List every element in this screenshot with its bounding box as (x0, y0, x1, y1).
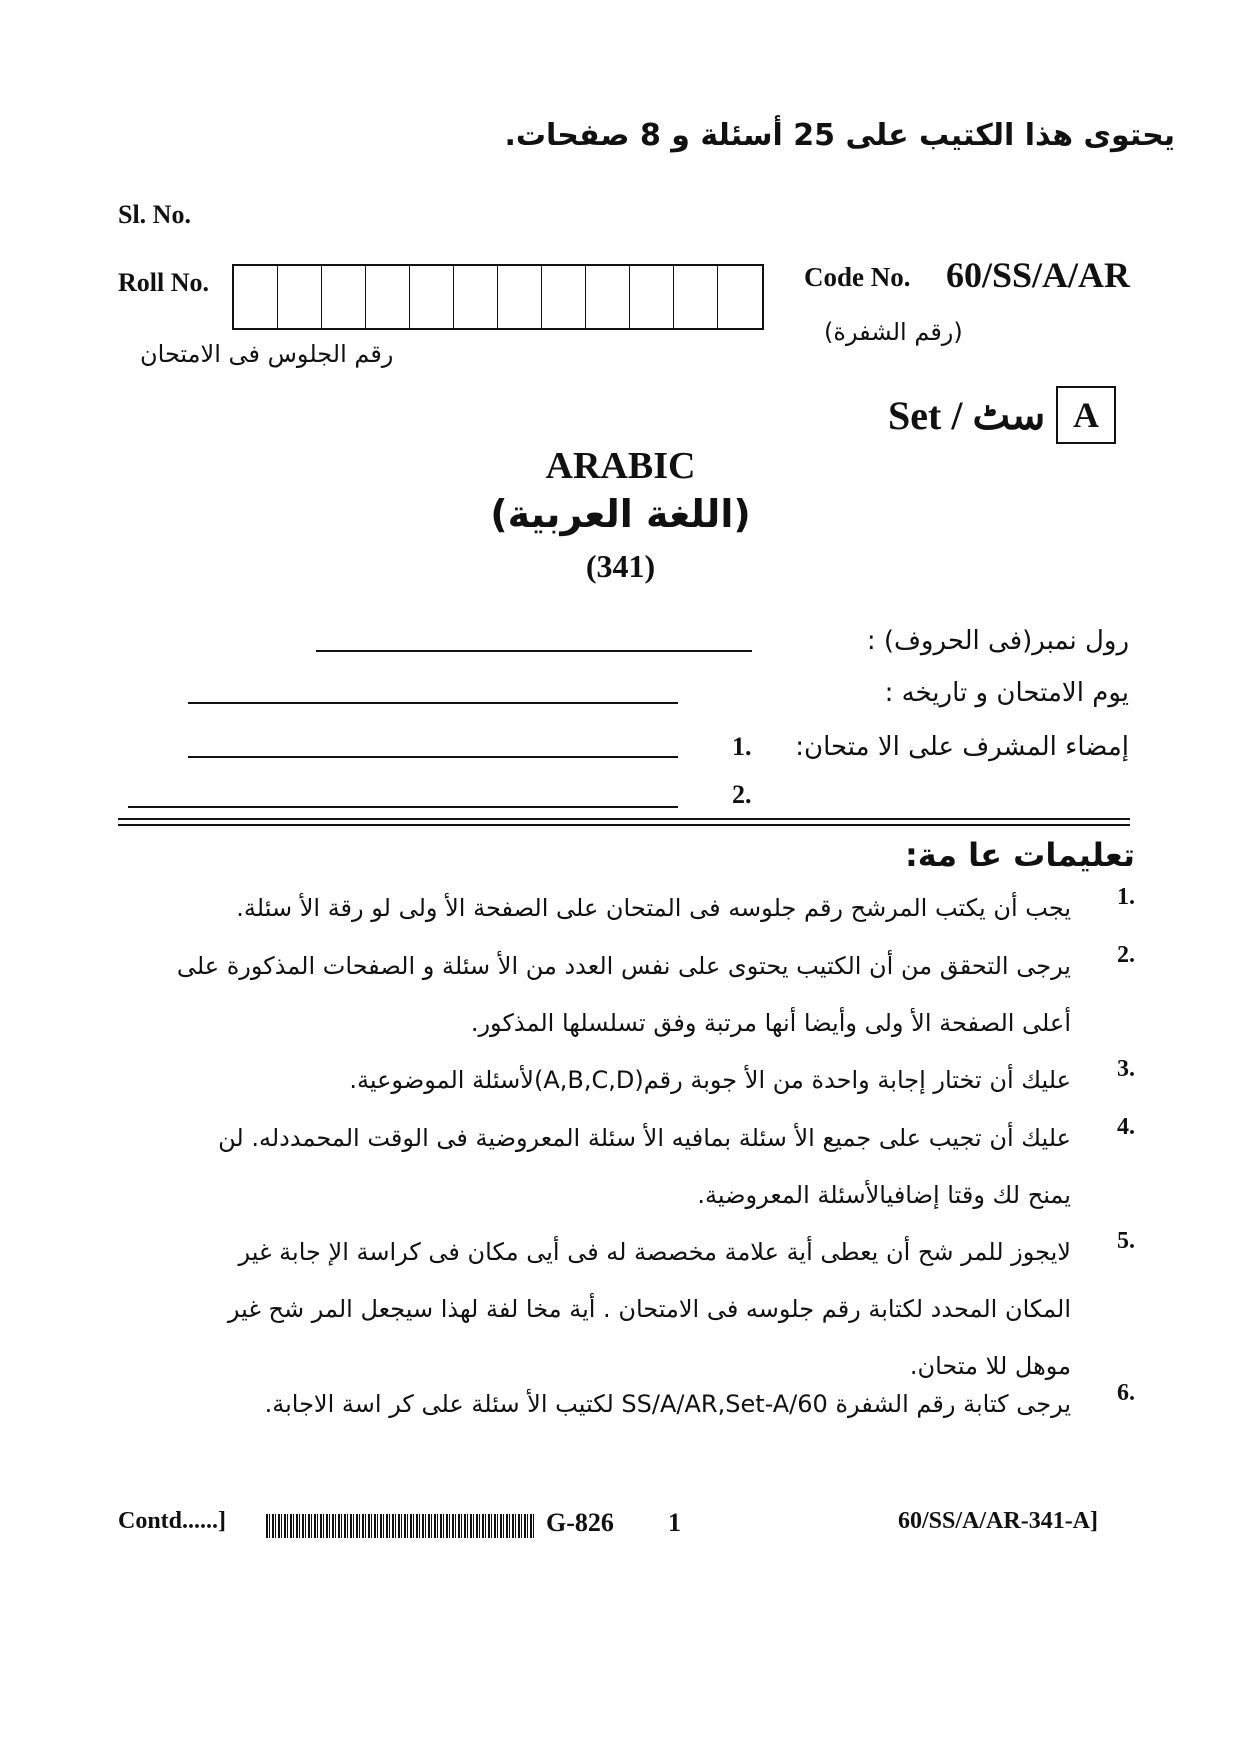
set-value-box: A (1056, 386, 1116, 444)
barcode-icon (266, 1514, 534, 1538)
roll-number-box[interactable] (542, 266, 586, 328)
roll-number-boxes[interactable] (232, 264, 764, 330)
instruction-item (135, 880, 1135, 937)
instruction-number: 5. (1117, 1228, 1135, 1254)
page-number: 1 (668, 1508, 681, 1537)
signature-2-line[interactable] (128, 806, 678, 808)
roll-number-box[interactable] (498, 266, 542, 328)
roll-number-box[interactable] (454, 266, 498, 328)
signature-2-number: 2. (732, 780, 752, 809)
code-number-label: Code No. (804, 262, 911, 292)
booklet-code: G-826 (546, 1508, 614, 1537)
roll-number-box[interactable] (718, 266, 762, 328)
booklet-contents-note: يحتوى هذا الكتيب على 25 أسئلة و 8 صفحات. (504, 118, 1175, 153)
roll-number-arabic-label: رقم الجلوس فى الامتحان (140, 340, 394, 368)
exam-date-label: يوم الامتحان و تاريخه : (884, 678, 1129, 708)
signature-1-line[interactable] (188, 756, 678, 758)
instruction-number: 6. (1117, 1380, 1135, 1406)
subject-title-arabic: (اللغة العربية) (490, 492, 751, 536)
divider-rule (118, 818, 1130, 820)
instruction-number: 4. (1117, 1114, 1135, 1140)
roll-number-box[interactable] (322, 266, 366, 328)
instruction-text: يرجى التحقق من أن الكتيب يحتوى على نفس العدد من الأ سئلة و الصفحات المذكورة على أعلى الصفحة الأ ولى وأيضا أنها مرتبة وفق تسلسلها المذكور. (176, 952, 1071, 1037)
exam-date-line[interactable] (188, 702, 678, 704)
general-instructions-heading: تعليمات عا مة: (905, 836, 1135, 874)
roll-number-box[interactable] (410, 266, 454, 328)
roll-number-label: Roll No. (118, 268, 209, 297)
roll-in-words-label: رول نمبر(فى الحروف) : (866, 626, 1129, 656)
subject-title: ARABIC (545, 445, 696, 487)
roll-number-box[interactable] (674, 266, 718, 328)
roll-number-box[interactable] (234, 266, 278, 328)
roll-number-box[interactable] (278, 266, 322, 328)
code-number-arabic-label: (رقم الشفرة) (824, 318, 963, 346)
divider-rule (118, 824, 1130, 826)
instruction-number: 1. (1117, 884, 1135, 910)
instruction-item (135, 1052, 1135, 1109)
instruction-number: 3. (1117, 1056, 1135, 1082)
instruction-text: يجب أن يكتب المرشح رقم جلوسه فى المتحان على الصفحة الأ ولى لو رقة الأ سئلة. (236, 894, 1071, 922)
instruction-item (135, 938, 1135, 1052)
instruction-item (135, 1110, 1135, 1224)
roll-number-box[interactable] (630, 266, 674, 328)
instruction-text: عليك أن تختار إجابة واحدة من الأ جوبة رقم(A,B,C,D)لأسئلة الموضوعية. (349, 1066, 1071, 1094)
instruction-item (135, 1224, 1135, 1395)
continued-label: Contd......] (118, 1508, 227, 1534)
instruction-number: 2. (1117, 942, 1135, 968)
set-label: Set / سٹ (888, 393, 1046, 438)
signature-1-number: 1. (732, 732, 752, 761)
roll-in-words-line[interactable] (316, 650, 752, 652)
instruction-text: يرجى كتابة رقم الشفرة 60/SS/A/AR,Set-A لكتيب الأ سئلة على كر اسة الاجابة. (264, 1390, 1071, 1418)
instruction-text: عليك أن تجيب على جميع الأ سئلة بمافيه الأ سئلة المعروضية فى الوقت المحمددله. لن يمنح لك وقتا إضافيالأسئلة المعروضية. (218, 1124, 1071, 1209)
roll-number-box[interactable] (586, 266, 630, 328)
serial-number-label: Sl. No. (118, 200, 191, 229)
invigilator-signature-label: إمضاء المشرف على الا متحان: (795, 732, 1129, 762)
instruction-item (135, 1376, 1135, 1433)
roll-number-box[interactable] (366, 266, 410, 328)
code-number-value: 60/SS/A/AR (946, 255, 1131, 295)
instruction-text: لايجوز للمر شح أن يعطى أية علامة مخصصة له فى أيى مكان فى كراسة الإ جابة غير المكان المحدد لكتابة رقم جلوسه فى الامتحان . أية مخا لفة لهذا سيجعل المر شح غير موهل للا متحان. (227, 1238, 1071, 1380)
subject-code: (341) (585, 548, 656, 584)
paper-code: 60/SS/A/AR-341-A] (898, 1508, 1099, 1534)
